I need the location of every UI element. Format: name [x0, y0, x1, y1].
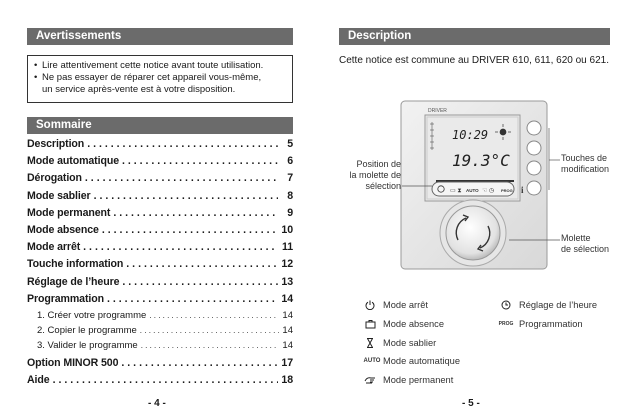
prog-icon: PROG	[498, 321, 514, 327]
lcd-temperature: 19.3°C	[452, 151, 510, 170]
toc-page: 6	[287, 155, 293, 168]
legend-mode-sablier	[361, 336, 436, 350]
callout-line: Position de	[356, 159, 401, 169]
warning-item: • Lire attentivement cette notice avant toute utilisation.	[34, 60, 286, 72]
callout-line: de sélection	[561, 244, 610, 254]
suitcase-icon	[361, 319, 379, 329]
toc-label: Mode automatique	[27, 155, 119, 168]
auto-icon: AUTO	[363, 358, 381, 364]
warnings-header: Avertissements	[27, 28, 293, 45]
lcd-time: 10:29	[452, 128, 489, 142]
svg-text:PROG: PROG	[501, 188, 513, 193]
legend-label: Mode automatique	[383, 356, 461, 366]
toc-label: Dérogation	[27, 172, 82, 185]
toc-page: 14	[282, 339, 293, 351]
toc-label: Mode sablier	[27, 189, 91, 202]
toc-label: 3. Valider le programme	[37, 339, 138, 351]
toc-page: 12	[281, 258, 293, 271]
callout-line: la molette de	[349, 170, 401, 180]
description-header: Description	[339, 28, 610, 45]
toc-page: 7	[287, 172, 293, 185]
page-number-left: - 4 -	[148, 398, 166, 409]
toc-label: Touche information	[27, 258, 124, 271]
intro-text: Cette notice est commune au DRIVER 610, 611, 620 ou 621.	[339, 55, 609, 66]
svg-text:▭ ⧗: ▭ ⧗	[450, 188, 462, 194]
svg-text:☜ ◷: ☜ ◷	[482, 188, 495, 194]
toc-label: 2. Copier le programme	[37, 324, 137, 336]
toc-label: Aide	[27, 374, 50, 387]
toc-label: Programmation	[27, 292, 104, 305]
toc-page: 9	[287, 206, 293, 219]
legend-reglage-heure	[497, 298, 597, 312]
toc-label: Description	[27, 138, 85, 150]
toc-label: Mode absence	[27, 223, 99, 236]
legend-label: Mode absence	[383, 319, 444, 329]
toc-page: 10	[281, 223, 293, 236]
toc-page: 11	[282, 241, 293, 254]
toc-page: 18	[281, 374, 293, 387]
callout-line: sélection	[365, 181, 401, 191]
legend-programmation	[497, 317, 583, 331]
toc-page: 17	[281, 356, 293, 369]
toc-header: Sommaire	[27, 117, 293, 134]
toc-label: Mode permanent	[27, 206, 111, 219]
warning-item: • Ne pas essayer de réparer cet appareil vous-même,	[34, 72, 286, 84]
legend-label: Mode sablier	[383, 338, 437, 348]
legend-mode-permanent	[361, 373, 453, 387]
toc-page: 13	[281, 275, 293, 288]
hand-icon	[361, 376, 379, 385]
callout-line: Molette	[561, 233, 591, 243]
legend-label: Réglage de l’heure	[519, 300, 598, 310]
warning-item-continued: un service après-vente est à votre disposition.	[42, 84, 236, 95]
toc-page: 8	[287, 189, 293, 202]
brand-label: DRIVER	[428, 108, 447, 114]
hourglass-icon	[361, 338, 379, 348]
legend-label: Programmation	[519, 319, 583, 329]
legend-label: Mode arrêt	[383, 300, 428, 310]
page-number-right: - 5 -	[462, 398, 480, 409]
clock-icon	[497, 300, 515, 310]
legend-mode-absence	[361, 317, 444, 331]
toc-page: 14	[281, 292, 293, 305]
callout-line: modification	[561, 164, 610, 174]
power-icon	[361, 300, 379, 310]
toc-label: Mode arrêt	[27, 241, 81, 254]
legend-label: Mode permanent	[383, 375, 454, 385]
toc-label: Réglage de l’heure	[27, 275, 120, 288]
callout-line: Touches de	[561, 153, 608, 163]
info-button-label: i	[521, 185, 524, 195]
toc-label: Option MINOR 500	[27, 356, 119, 369]
legend-mode-automatique	[361, 354, 460, 368]
legend-mode-arret	[361, 298, 428, 312]
toc-page: 14	[282, 309, 293, 321]
toc-page: 5	[287, 138, 293, 150]
toc-page: 14	[282, 324, 293, 336]
svg-text:AUTO: AUTO	[466, 188, 479, 193]
toc-label: 1. Créer votre programme	[37, 309, 147, 321]
